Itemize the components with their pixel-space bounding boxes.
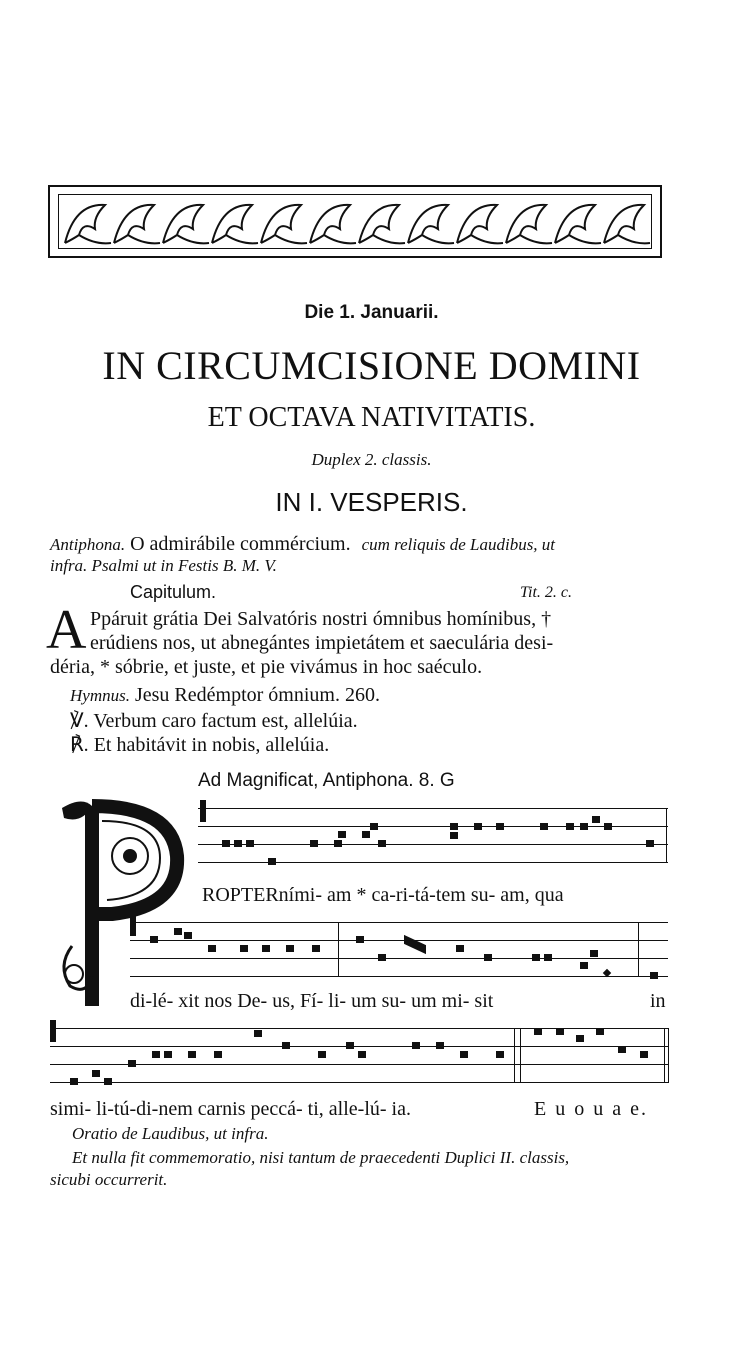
hymnus-lead: Hymnus. [70, 686, 130, 705]
antiphona-line [50, 533, 555, 556]
antiphona-note: cum reliquis de Laudibus, ut [361, 535, 556, 554]
capitulum-label: Capitulum. [130, 582, 217, 602]
commemoratio-rubric-end: sicubi occurrerit. [50, 1170, 168, 1189]
response-symbol: ℟. [70, 734, 89, 756]
magnificat-heading: Ad Magnificat, Antiphona. 8. G [198, 770, 455, 791]
antiphona-text: O admirábile commércium. [130, 533, 351, 555]
capitulum-reference: Tit. 2. c. [520, 584, 573, 601]
feast-date: Die 1. Januarii. [304, 302, 439, 323]
decorated-p-icon [52, 796, 192, 1016]
acanthus-scroll-icon [59, 195, 655, 250]
antiphona-note-2: infra. Psalmi ut in Festis B. M. V. [50, 556, 277, 575]
lyrics-line-1: ROPTERními- am * ca-ri-tá-tem su- am, qua [202, 884, 564, 906]
section-heading: IN I. VESPERIS. [275, 487, 468, 517]
page-subtitle: ET OCTAVA NATIVITATIS. [207, 402, 536, 433]
oratio-rubric: Oratio de Laudibus, ut infra. [72, 1124, 269, 1143]
euouae-differentia: E u o u a e. [534, 1098, 648, 1120]
response-text: Et habitávit in nobis, allelúia. [93, 734, 330, 756]
capitulum-line-2: erúdiens nos, ut abnegántes impietátem et saeculária desi- [90, 632, 554, 654]
commemoratio-rubric: Et nulla fit commemoratio, nisi tantum de praecedenti Duplici II. classis, [72, 1148, 570, 1167]
capitulum-line-1: Ppáruit grátia Dei Salvatóris nostri ómnibus homínibus, † [90, 608, 552, 630]
capitulum-line-3: déria, * sóbrie, et juste, et pie vivámus in hoc saéculo. [50, 656, 483, 678]
response-line [70, 732, 329, 757]
page-title: IN CIRCUMCISIONE DOMINI [102, 343, 641, 388]
drop-cap-a: A [46, 599, 87, 661]
hymnus-line [70, 684, 380, 707]
illuminated-initial-p [52, 796, 192, 1016]
lyrics-line-2-end: in [650, 990, 666, 1012]
versicle-text: Verbum caro factum est, allelúia. [93, 710, 358, 732]
versicle-line [70, 708, 358, 733]
antiphona-lead: Antiphona. [50, 535, 126, 554]
feast-rank: Duplex 2. classis. [311, 450, 432, 469]
lyrics-line-3: simi- li-tú-di-nem carnis peccá- ti, alle-lú- ia. [50, 1098, 411, 1120]
lyrics-line-2: di-lé- xit nos De- us, Fí- li- um su- um mi- sit [130, 990, 494, 1012]
ornamental-border [48, 185, 662, 258]
hymnus-text: Jesu Redémptor ómnium. 260. [134, 684, 380, 706]
versicle-symbol: ℣. [70, 710, 89, 732]
